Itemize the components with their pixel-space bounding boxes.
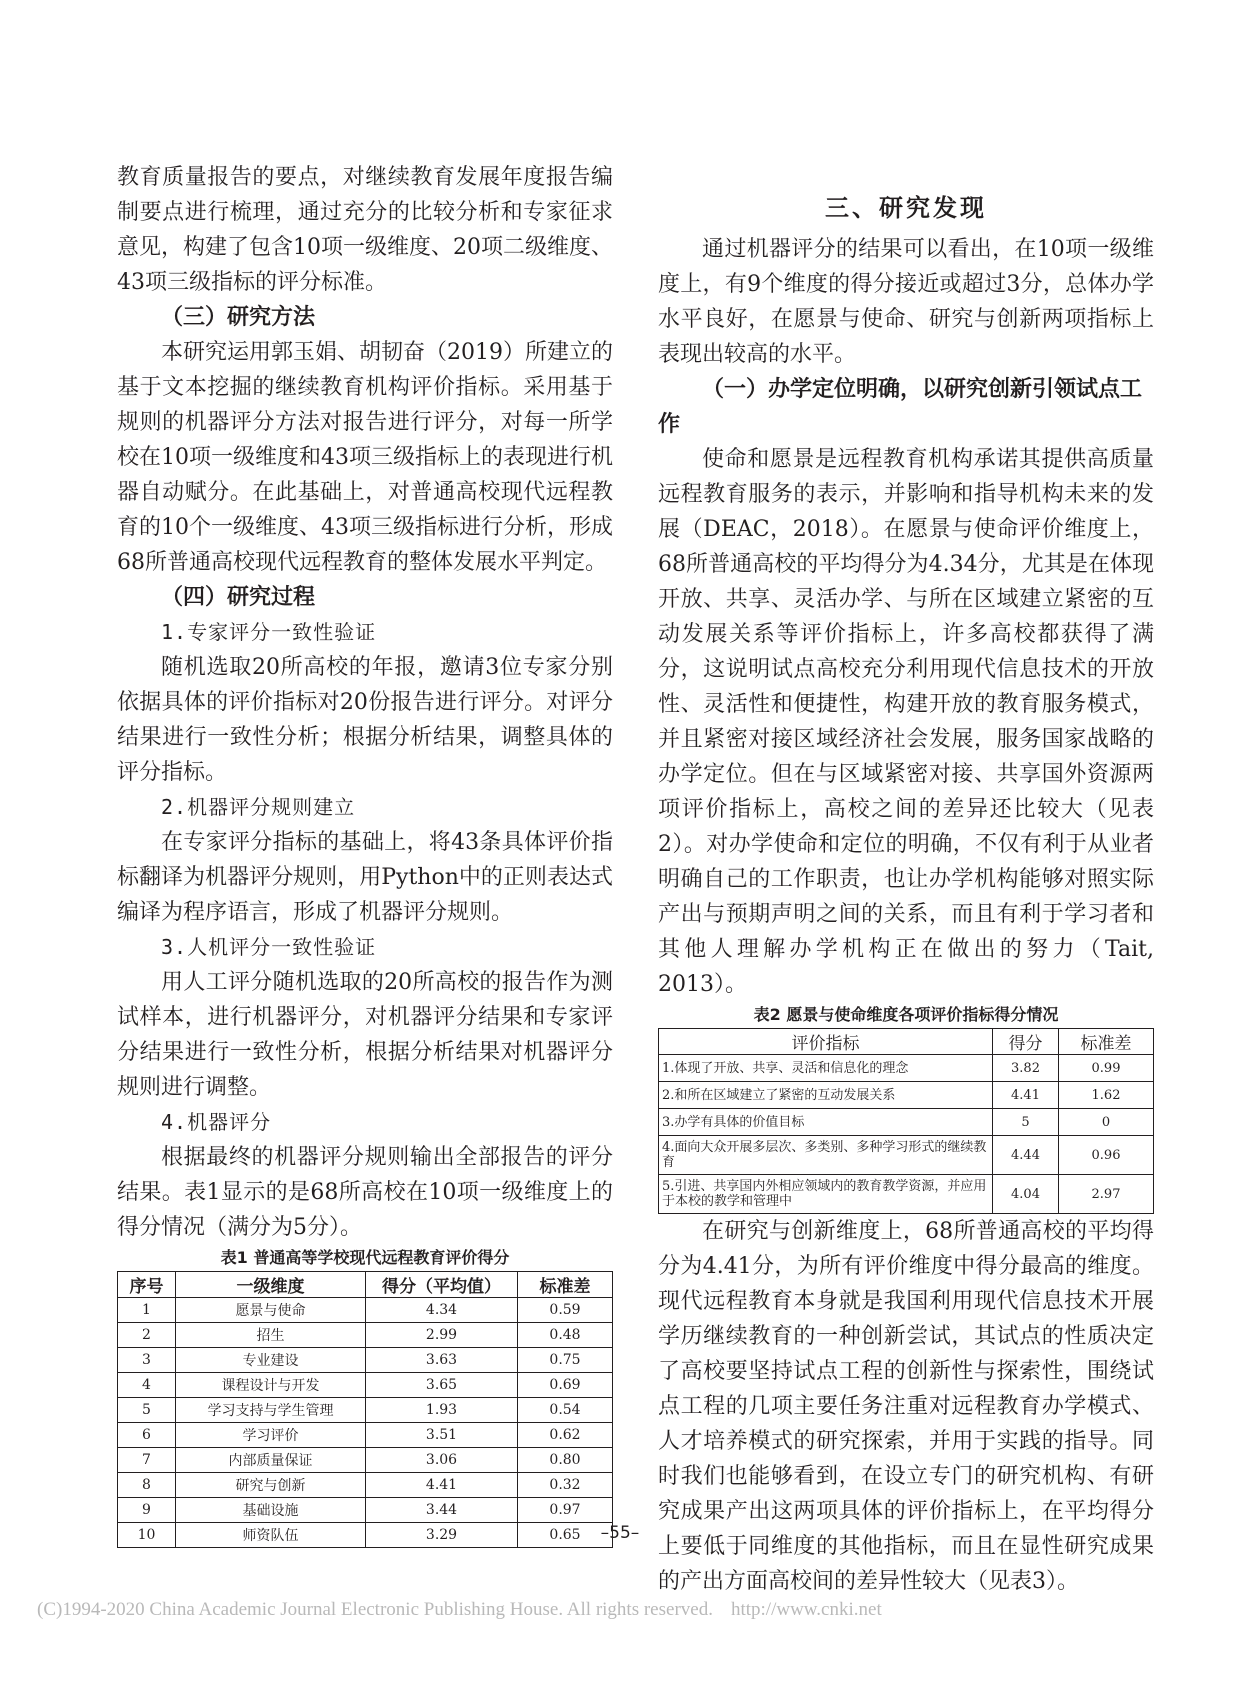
table2-header-cell: 得分	[993, 1029, 1059, 1055]
table-cell: 1.体现了开放、共享、灵活和信息化的理念	[659, 1055, 993, 1082]
table1-header-cell: 得分（平均值）	[366, 1272, 518, 1298]
section-title: 三、研究发现	[825, 194, 987, 222]
table-cell: 0.69	[518, 1373, 613, 1398]
table-cell: 3.82	[993, 1055, 1059, 1082]
table-cell: 4.04	[993, 1175, 1059, 1214]
table-row	[118, 1473, 613, 1498]
table-cell: 3.44	[366, 1498, 518, 1523]
table-cell: 6	[118, 1423, 176, 1448]
table-cell: 3.办学有具体的价值目标	[659, 1109, 993, 1136]
table-row	[659, 1136, 1154, 1175]
table-row	[118, 1323, 613, 1348]
table1-caption: 表1 普通高等学校现代远程教育评价得分	[220, 1248, 510, 1267]
table-cell: 研究与创新	[176, 1473, 366, 1498]
table-cell: 4.44	[993, 1136, 1059, 1175]
table-cell: 0.96	[1059, 1136, 1154, 1175]
table-row	[659, 1109, 1154, 1136]
table-cell: 专业建设	[176, 1348, 366, 1373]
table-cell: 0.80	[518, 1448, 613, 1473]
footer-url[interactable]: http://www.cnki.net	[730, 1599, 882, 1620]
table2-header-cell: 标准差	[1059, 1029, 1154, 1055]
table-cell: 3.63	[366, 1348, 518, 1373]
table-row	[659, 1055, 1154, 1082]
table-cell: 0	[1059, 1109, 1154, 1136]
table-cell: 2.99	[366, 1323, 518, 1348]
table-cell: 内部质量保证	[176, 1448, 366, 1473]
table-cell: 3.06	[366, 1448, 518, 1473]
paragraph-step-4: 根据最终的机器评分规则输出全部报告的评分结果。表1显示的是68所高校在10项一级维度上的得分情况（满分为5分）。	[117, 1145, 613, 1240]
paragraph-findings: 通过机器评分的结果可以看出，在10项一级维度上，有9个维度的得分接近或超过3分，总体办学水平良好，在愿景与使命、研究与创新两项指标上表现出较高的水平。	[658, 237, 1154, 367]
table-row	[118, 1448, 613, 1473]
table-row	[118, 1298, 613, 1323]
table-cell: 1.93	[366, 1398, 518, 1423]
table-cell: 0.48	[518, 1323, 613, 1348]
table1-header-cell: 标准差	[518, 1272, 613, 1298]
page-number: –55–	[600, 1523, 640, 1543]
table-cell: 0.54	[518, 1398, 613, 1423]
step-heading-4: 4.机器评分	[161, 1110, 272, 1134]
table-cell: 0.65	[518, 1523, 613, 1548]
table-row	[118, 1373, 613, 1398]
paragraph-mission: 使命和愿景是远程教育机构承诺其提供高质量远程教育服务的表示，并影响和指导机构未来的发展（DEAC，2018）。在愿景与使命评价维度上，68所普通高校的平均得分为4.34分，尤其是在体现开放、共享、灵活办学、与所在区域建立紧密的互动发展关系等评价指标上，许多高校都获得了满分，这说明试点高校充分利用现代信息技术的开放性、灵活性和便捷性，构建开放的教育服务模式，并且紧密对接区域经济社会发展，服务国家战略的办学定位。但在与区域紧密对接、共享国外资源两项评价指标上，高校之间的差异还比较大（见表2）。对办学使命和定位的明确，不仅有利于从业者明确自己的工作职责，也让办学机构能够对照实际产出与预期声明之间的关系，而且有利于学习者和其他人理解办学机构正在做出的努力（Tait, 2013）。	[658, 447, 1154, 997]
footer-copyright: (C)1994-2020 China Academic Journal Electronic Publishing House. All rights reserved.	[37, 1599, 713, 1620]
table-cell: 师资队伍	[176, 1523, 366, 1548]
paragraph-step-2: 在专家评分指标的基础上，将43条具体评价指标翻译为机器评分规则，用Python中的正则表达式编译为程序语言，形成了机器评分规则。	[117, 830, 613, 925]
table-cell: 3.29	[366, 1523, 518, 1548]
table2-header-cell: 评价指标	[659, 1029, 993, 1055]
table-cell: 9	[118, 1498, 176, 1523]
table-cell: 0.97	[518, 1498, 613, 1523]
table2-header-row	[659, 1029, 1154, 1055]
paragraph-research-innovation: 在研究与创新维度上，68所普通高校的平均得分为4.41分，为所有评价维度中得分最高的维度。现代远程教育本身就是我国利用现代信息技术开展学历继续教育的一种创新尝试，其试点的性质决定了高校要坚持试点工程的创新性与探索性，围绕试点工程的几项主要任务注重对远程教育办学模式、人才培养模式的研究探索，并用于实践的指导。同时我们也能够看到，在设立专门的研究机构、有研究成果产出这两项具体的评价指标上，在平均得分上要低于同维度的其他指标，而且在显性研究成果的产出方面高校间的差异性较大（见表3）。	[658, 1219, 1154, 1594]
table2	[658, 1028, 1154, 1214]
table2-caption: 表2 愿景与使命维度各项评价指标得分情况	[753, 1005, 1059, 1024]
table-cell: 3	[118, 1348, 176, 1373]
table-cell: 3.65	[366, 1373, 518, 1398]
heading-finding-one: （一）办学定位明确，以研究创新引领试点工作	[658, 377, 1143, 437]
paragraph-intro: 教育质量报告的要点，对继续教育发展年度报告编制要点进行梳理，通过充分的比较分析和专家征求意见，构建了包含10项一级维度、20项二级维度、43项三级指标的评分标准。	[117, 165, 613, 295]
table-row	[659, 1082, 1154, 1109]
table-cell: 4	[118, 1373, 176, 1398]
table-cell: 学习评价	[176, 1423, 366, 1448]
heading-research-process: （四）研究过程	[161, 585, 316, 610]
step-heading-3: 3.人机评分一致性验证	[161, 935, 377, 959]
table-cell: 0.59	[518, 1298, 613, 1323]
table-cell: 4.面向大众开展多层次、多类别、多种学习形式的继续教育	[659, 1136, 993, 1175]
paragraph-step-3: 用人工评分随机选取的20所高校的报告作为测试样本，进行机器评分，对机器评分结果和专家评分结果进行一致性分析，根据分析结果对机器评分规则进行调整。	[117, 970, 613, 1100]
table-cell: 4.41	[993, 1082, 1059, 1109]
table-cell: 基础设施	[176, 1498, 366, 1523]
table1-header-row	[118, 1272, 613, 1298]
paragraph-step-1: 随机选取20所高校的年报，邀请3位专家分别依据具体的评价指标对20份报告进行评分。对评分结果进行一致性分析；根据分析结果，调整具体的评分指标。	[117, 655, 613, 785]
table-cell: 1	[118, 1298, 176, 1323]
table-cell: 4.34	[366, 1298, 518, 1323]
table1-header-cell: 一级维度	[176, 1272, 366, 1298]
table-cell: 4.41	[366, 1473, 518, 1498]
table-cell: 5	[118, 1398, 176, 1423]
table-cell: 0.75	[518, 1348, 613, 1373]
table-cell: 0.32	[518, 1473, 613, 1498]
table-cell: 2.97	[1059, 1175, 1154, 1214]
table-cell: 0.99	[1059, 1055, 1154, 1082]
table-cell: 10	[118, 1523, 176, 1548]
heading-research-method: （三）研究方法	[161, 305, 316, 330]
table-cell: 2	[118, 1323, 176, 1348]
table-cell: 1.62	[1059, 1082, 1154, 1109]
left-column	[117, 160, 613, 1548]
table-row	[118, 1423, 613, 1448]
table-cell: 8	[118, 1473, 176, 1498]
table-cell: 5.引进、共享国内外相应领域内的教育教学资源，并应用于本校的教学和管理中	[659, 1175, 993, 1214]
step-heading-2: 2.机器评分规则建立	[161, 795, 356, 819]
table-cell: 学习支持与学生管理	[176, 1398, 366, 1423]
table-cell: 课程设计与开发	[176, 1373, 366, 1398]
table-cell: 3.51	[366, 1423, 518, 1448]
table-cell: 愿景与使命	[176, 1298, 366, 1323]
table-cell: 2.和所在区域建立了紧密的互动发展关系	[659, 1082, 993, 1109]
footer	[37, 1599, 1217, 1621]
step-heading-1: 1.专家评分一致性验证	[161, 620, 377, 644]
table1-header-cell: 序号	[118, 1272, 176, 1298]
table-cell: 招生	[176, 1323, 366, 1348]
table-cell: 5	[993, 1109, 1059, 1136]
table-row	[118, 1498, 613, 1523]
table-row	[659, 1175, 1154, 1214]
paragraph-research-method: 本研究运用郭玉娟、胡韧奋（2019）所建立的基于文本挖掘的继续教育机构评价指标。采用基于规则的机器评分方法对报告进行评分，对每一所学校在10项一级维度和43项三级指标上的表现进行机器自动赋分。在此基础上，对普通高校现代远程教育的10个一级维度、43项三级指标进行分析，形成68所普通高校现代远程教育的整体发展水平判定。	[117, 340, 613, 575]
table1	[117, 1271, 613, 1548]
right-column	[658, 160, 1154, 1599]
table-row	[118, 1348, 613, 1373]
table-cell: 7	[118, 1448, 176, 1473]
table-cell: 0.62	[518, 1423, 613, 1448]
table-row	[118, 1398, 613, 1423]
